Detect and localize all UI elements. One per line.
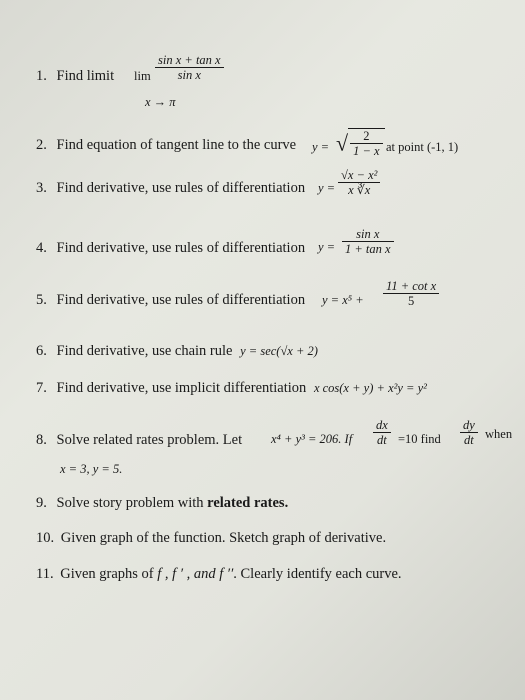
problem-expression: y = sec(√x + 2)	[240, 344, 318, 358]
problem-number: 4.	[36, 240, 47, 256]
fraction-numerator: dx	[373, 418, 391, 433]
problem-number: 11.	[36, 566, 54, 582]
problem-number: 5.	[36, 292, 47, 308]
problem-5	[36, 292, 305, 309]
fraction-numerator: 2	[350, 129, 382, 144]
problem-1	[36, 68, 114, 85]
equation-lhs: y =	[312, 140, 330, 154]
problem-text: Find derivative, use rules of differentiation	[56, 180, 306, 196]
problem-number: 3.	[36, 180, 47, 196]
problem-number: 10.	[36, 530, 55, 546]
problem-number: 2.	[36, 137, 47, 153]
derivative-fraction	[342, 227, 394, 257]
limit-fraction	[155, 53, 224, 83]
problem-number: 1.	[36, 68, 47, 84]
problem-6	[36, 343, 318, 360]
point-text: at point (-1, 1)	[386, 140, 459, 154]
limit-approach: x → π	[145, 95, 176, 109]
problem-number: 6.	[36, 343, 47, 359]
problem-9	[36, 495, 288, 512]
problem-text: Solve story problem with	[56, 495, 208, 511]
dydt-fraction	[460, 418, 478, 448]
problem-10	[36, 530, 386, 547]
dxdt-fraction	[373, 418, 391, 448]
sqrt-fraction: √ $\frac{2}{1 - x}$	[336, 128, 385, 159]
fraction-numerator: sin x	[342, 227, 394, 242]
problem-expression: x cos(x + y) + x²y = y²	[313, 381, 427, 395]
fraction-numerator: sin x + tan x	[155, 53, 224, 68]
problem-text: Given graph of the function. Sketch graph of derivative.	[60, 530, 387, 546]
problem-text: Given graphs of	[60, 566, 158, 582]
problem-3	[36, 180, 305, 197]
fraction-denominator: 5	[407, 294, 415, 309]
problem-expression: x⁴ + y³ = 206. If	[271, 432, 353, 446]
condition-text: x = 3, y = 5.	[60, 462, 123, 476]
derivative-fraction	[338, 168, 380, 198]
problem-text-end: . Clearly identify each curve.	[233, 566, 402, 582]
when-text: when	[485, 427, 513, 441]
problem-4	[36, 240, 305, 257]
limit-symbol: lim	[134, 69, 151, 83]
problem-text: Find limit	[56, 68, 115, 84]
fraction-numerator: 11 + cot x	[383, 279, 439, 294]
rate-value: =10 find	[398, 432, 441, 446]
equation-lhs: y =	[318, 181, 336, 195]
problem-2	[36, 137, 296, 154]
equation-lhs: y =	[318, 240, 336, 254]
fraction-denominator: dt	[464, 433, 474, 448]
problem-text: Find derivative, use rules of differentiation	[56, 292, 306, 308]
problem-number: 8.	[36, 432, 47, 448]
fraction-numerator: √x − x²	[338, 168, 380, 183]
problem-7	[36, 380, 427, 397]
fraction-denominator: 1 − x	[353, 144, 380, 159]
fraction-denominator: x ∛x	[348, 183, 371, 198]
problem-text: Find derivative, use rules of differentiation	[56, 240, 306, 256]
derivative-fraction	[383, 279, 439, 309]
problem-text: Find derivative, use chain rule	[56, 343, 233, 359]
problem-11	[36, 566, 402, 583]
problem-text: Find equation of tangent line to the curve	[56, 137, 297, 153]
problem-text: Solve related rates problem. Let	[56, 432, 243, 448]
problem-number: 7.	[36, 380, 47, 396]
problem-8	[36, 432, 242, 449]
fraction-denominator: sin x	[177, 68, 201, 83]
problem-number: 9.	[36, 495, 47, 511]
problem-text: Find derivative, use implicit differentiation	[56, 380, 307, 396]
bold-text: related rates.	[207, 495, 289, 511]
function-names: f , f ′ , and f ′′	[157, 566, 234, 582]
fraction-denominator: 1 + tan x	[345, 242, 391, 257]
equation-lhs: y = x⁵ +	[322, 293, 364, 307]
fraction-numerator: dy	[460, 418, 478, 433]
fraction-denominator: dt	[377, 433, 387, 448]
